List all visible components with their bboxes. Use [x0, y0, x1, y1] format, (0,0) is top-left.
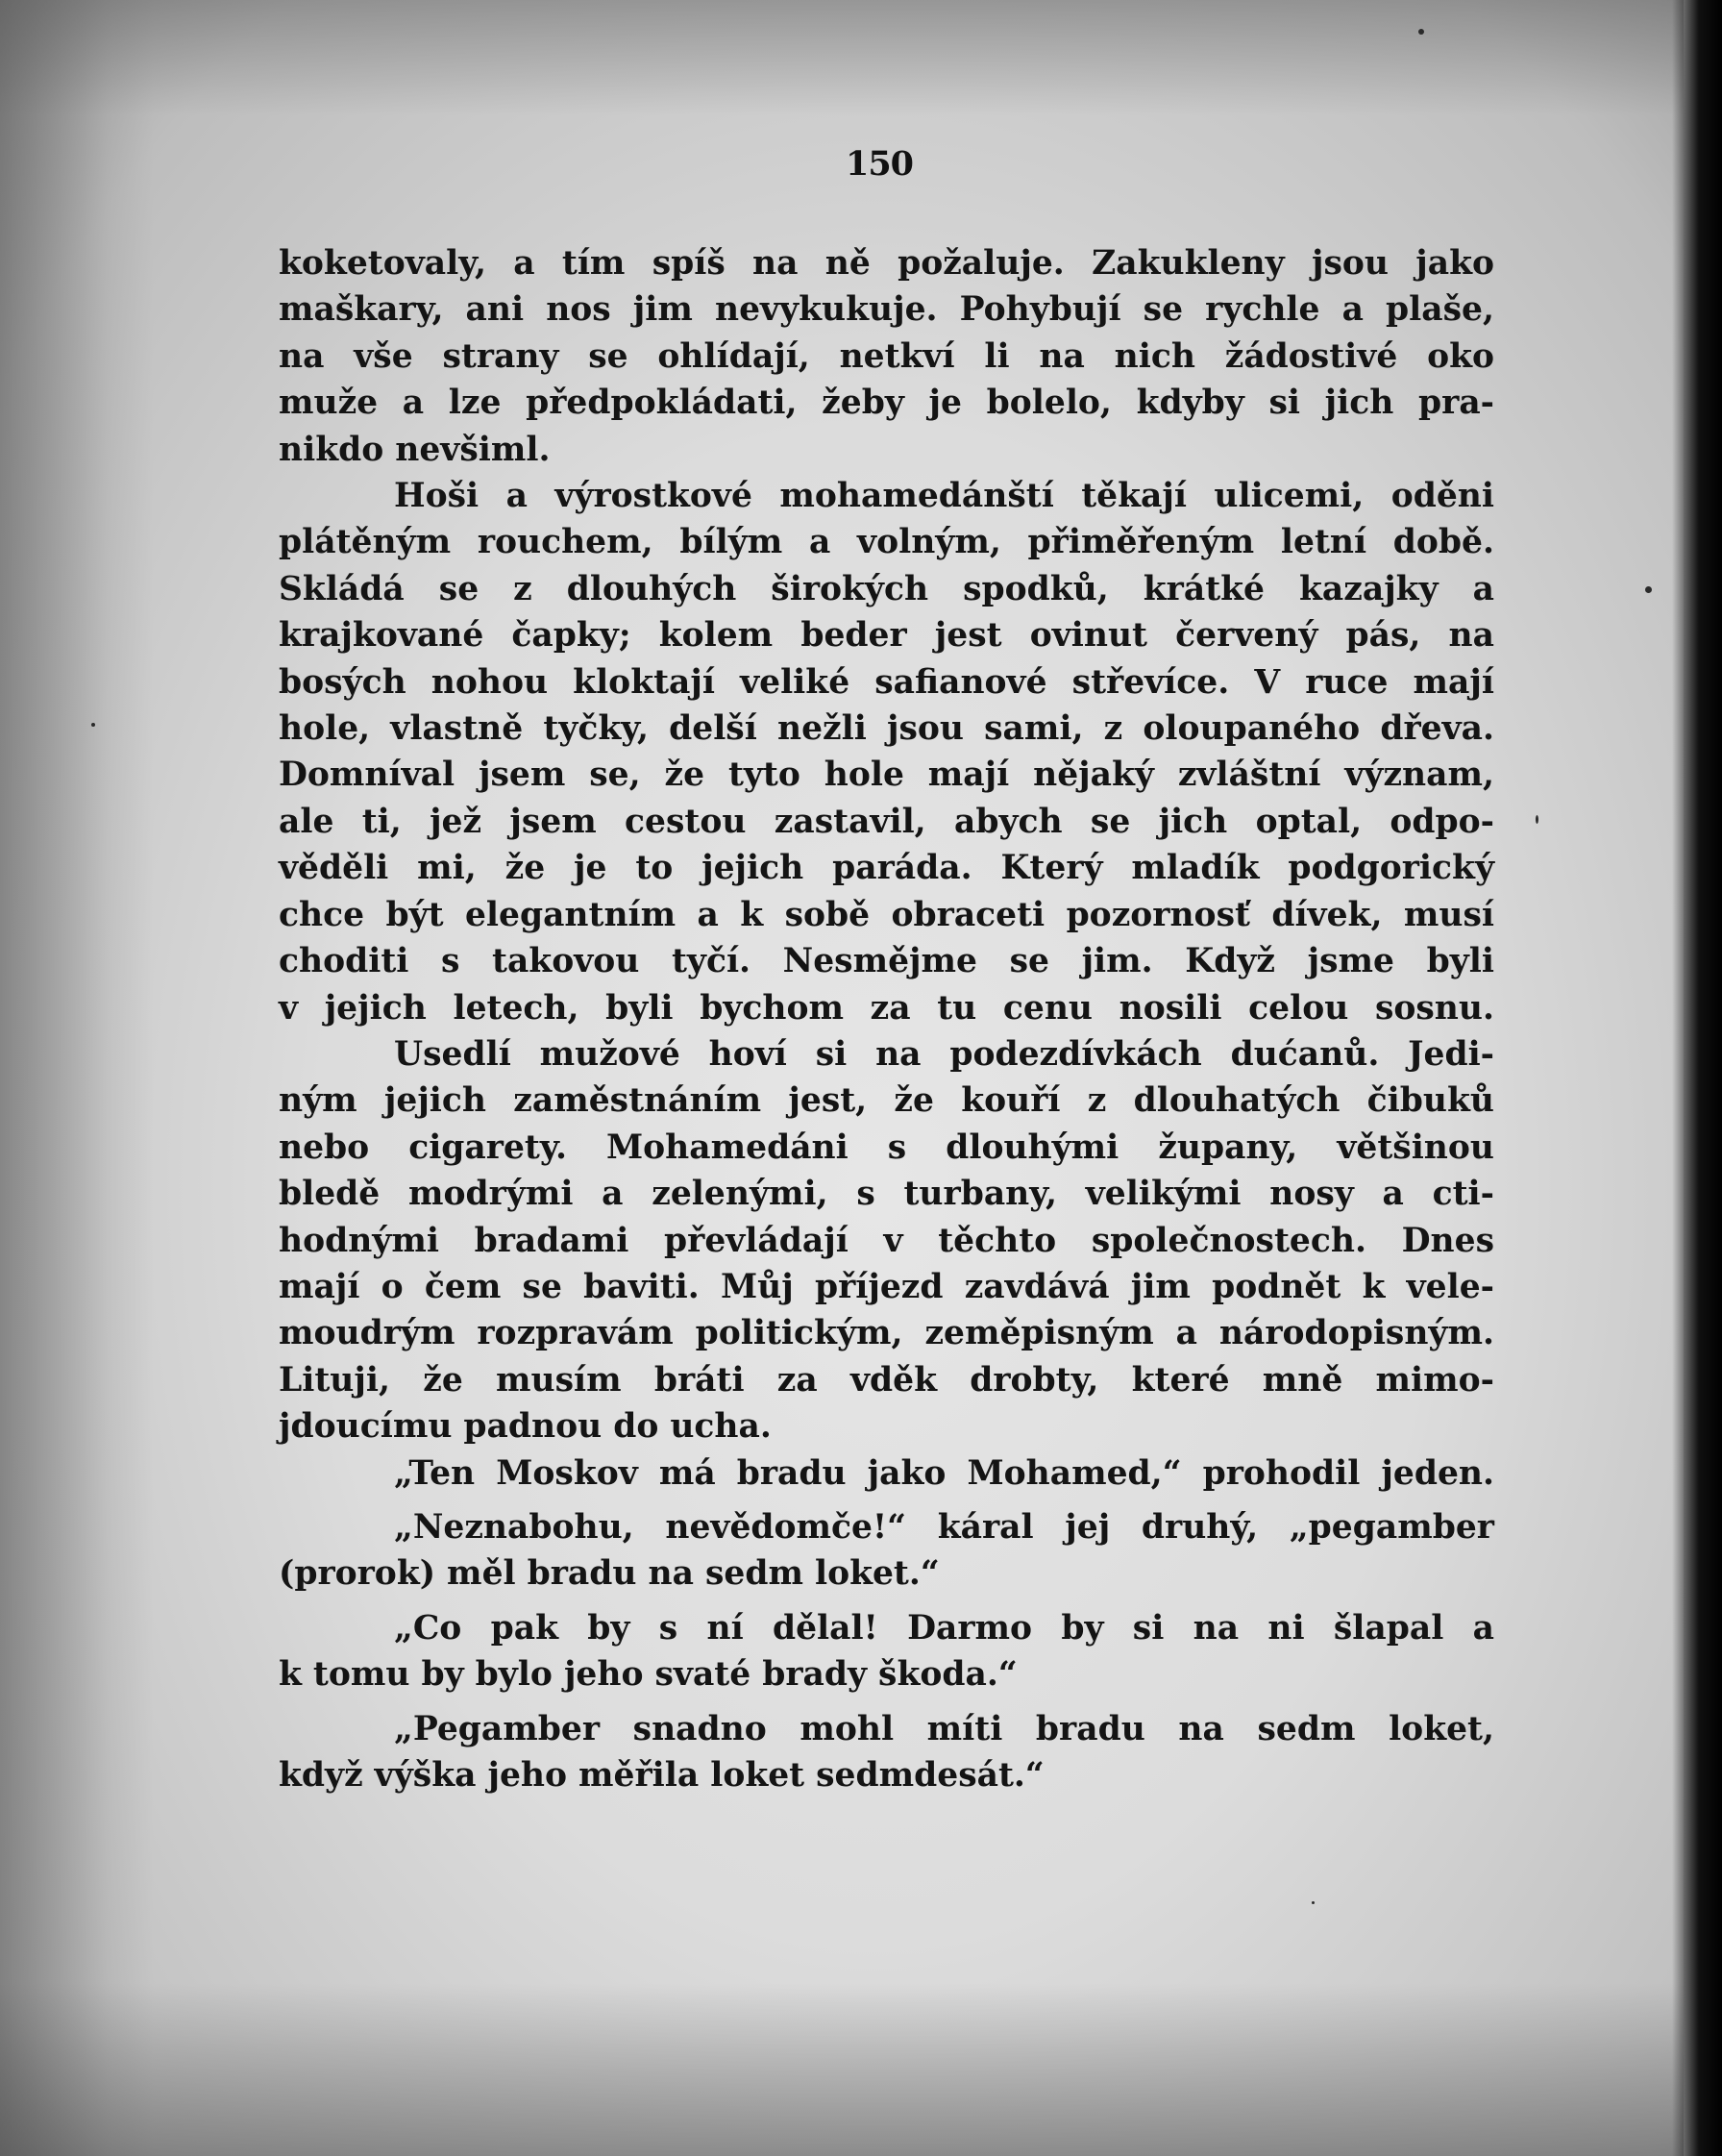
text-line: maškary, ani nos jim nevykukuje. Pohybují se rychle a plaše,	[279, 290, 1494, 330]
paragraph-gap	[279, 1698, 1494, 1706]
text-line: koketovaly, a tím spíš na ně požaluje. Zakukleny jsou jako	[279, 244, 1494, 283]
text-line: Usedlí mužové hoví si na podezdívkách dućanů. Jedi-	[394, 1034, 1494, 1074]
dust-speck	[1536, 815, 1538, 824]
top-edge-shadow	[0, 0, 1684, 115]
dust-speck	[1645, 586, 1652, 593]
text-line: „Neznabohu, nevědomče!“ káral jej druhý, „pegamber	[394, 1507, 1494, 1547]
dust-speck	[91, 723, 95, 727]
paragraph	[279, 473, 1494, 1031]
bottom-edge-shadow	[0, 1983, 1684, 2156]
text-line: plátěným rouchem, bílým a volným, přiměřeným letní době.	[279, 523, 1494, 562]
page-number: 150	[845, 144, 914, 184]
paragraph	[279, 1605, 1494, 1698]
paragraph	[279, 1706, 1494, 1799]
dust-speck	[1312, 1901, 1315, 1904]
text-line: „Ten Moskov má bradu jako Mohamed,“ prohodil jeden.	[394, 1453, 1494, 1493]
text-line: krajkované čapky; kolem beder jest ovinut červený pás, na	[279, 616, 1494, 656]
text-line: moudrým rozpravám politickým, zeměpisným a národopisným.	[279, 1314, 1494, 1353]
text-line: ale ti, jež jsem cestou zastavil, abych se jich optal, odpo-	[279, 802, 1494, 841]
text-line: hole, vlastně tyčky, delší nežli jsou sami, z oloupaného dřeva.	[279, 709, 1494, 749]
text-line: „Co pak by s ní dělal! Darmo by si na ni šlapal a	[394, 1608, 1494, 1648]
left-edge-shadow	[0, 0, 154, 2156]
paragraph	[279, 240, 1494, 473]
text-line: „Pegamber snadno mohl míti bradu na sedm loket,	[394, 1709, 1494, 1748]
text-line: Hoši a výrostkové mohamedánští těkají ulicemi, oděni	[394, 477, 1494, 516]
text-line: mají o čem se baviti. Můj příjezd zavdává jim podnět k vele-	[279, 1267, 1494, 1306]
text-line: choditi s takovou tyčí. Nesmějme se jim. Když jsme byli	[279, 942, 1494, 981]
paragraph-gap	[279, 1598, 1494, 1605]
body-text	[279, 240, 1494, 1798]
right-page-edge	[1684, 0, 1722, 2156]
text-line: Domníval jsem se, že tyto hole mají nějaký zvláštní význam,	[279, 756, 1494, 795]
paragraph	[279, 1504, 1494, 1598]
text-line: jdoucímu padnou do ucha.	[279, 1407, 772, 1447]
text-line: když výška jeho měřila loket sedmdesát.“	[279, 1756, 1045, 1795]
text-line: nikdo nevšiml.	[279, 430, 551, 469]
text-line: bledě modrými a zelenými, s turbany, velikými nosy a cti-	[279, 1175, 1494, 1214]
dust-speck	[1418, 29, 1424, 35]
text-line: ným jejich zaměstnáním jest, že kouří z dlouhatých čibuků	[279, 1081, 1494, 1121]
text-line: muže a lze předpokládati, žeby je bolelo, kdyby si jich pra-	[279, 384, 1494, 423]
text-line: bosých nohou kloktají veliké safianové střevíce. V ruce mají	[279, 662, 1494, 702]
text-line: Lituji, že musím bráti za vděk drobty, které mně mimo-	[279, 1360, 1494, 1400]
text-line: k tomu by bylo jeho svaté brady škoda.“	[279, 1655, 1018, 1695]
text-line: (prorok) měl bradu na sedm loket.“	[279, 1554, 940, 1594]
text-line: chce být elegantním a k sobě obraceti pozornosť dívek, musí	[279, 895, 1494, 934]
paragraph	[279, 1031, 1494, 1450]
text-line: nebo cigarety. Mohamedáni s dlouhými župany, většinou	[279, 1128, 1494, 1167]
paragraph-gap	[279, 1497, 1494, 1504]
text-line: Skládá se z dlouhých širokých spodků, krátké kazajky a	[279, 569, 1494, 608]
text-line: hodnými bradami převládají v těchto společnostech. Dnes	[279, 1221, 1494, 1260]
text-line: na vše strany se ohlídají, netkví li na nich žádostivé oko	[279, 336, 1494, 376]
paragraph	[279, 1450, 1494, 1497]
text-line: v jejich letech, byli bychom za tu cenu nosili celou sosnu.	[279, 988, 1494, 1028]
text-line: věděli mi, že je to jejich paráda. Který mladík podgorický	[279, 849, 1494, 888]
